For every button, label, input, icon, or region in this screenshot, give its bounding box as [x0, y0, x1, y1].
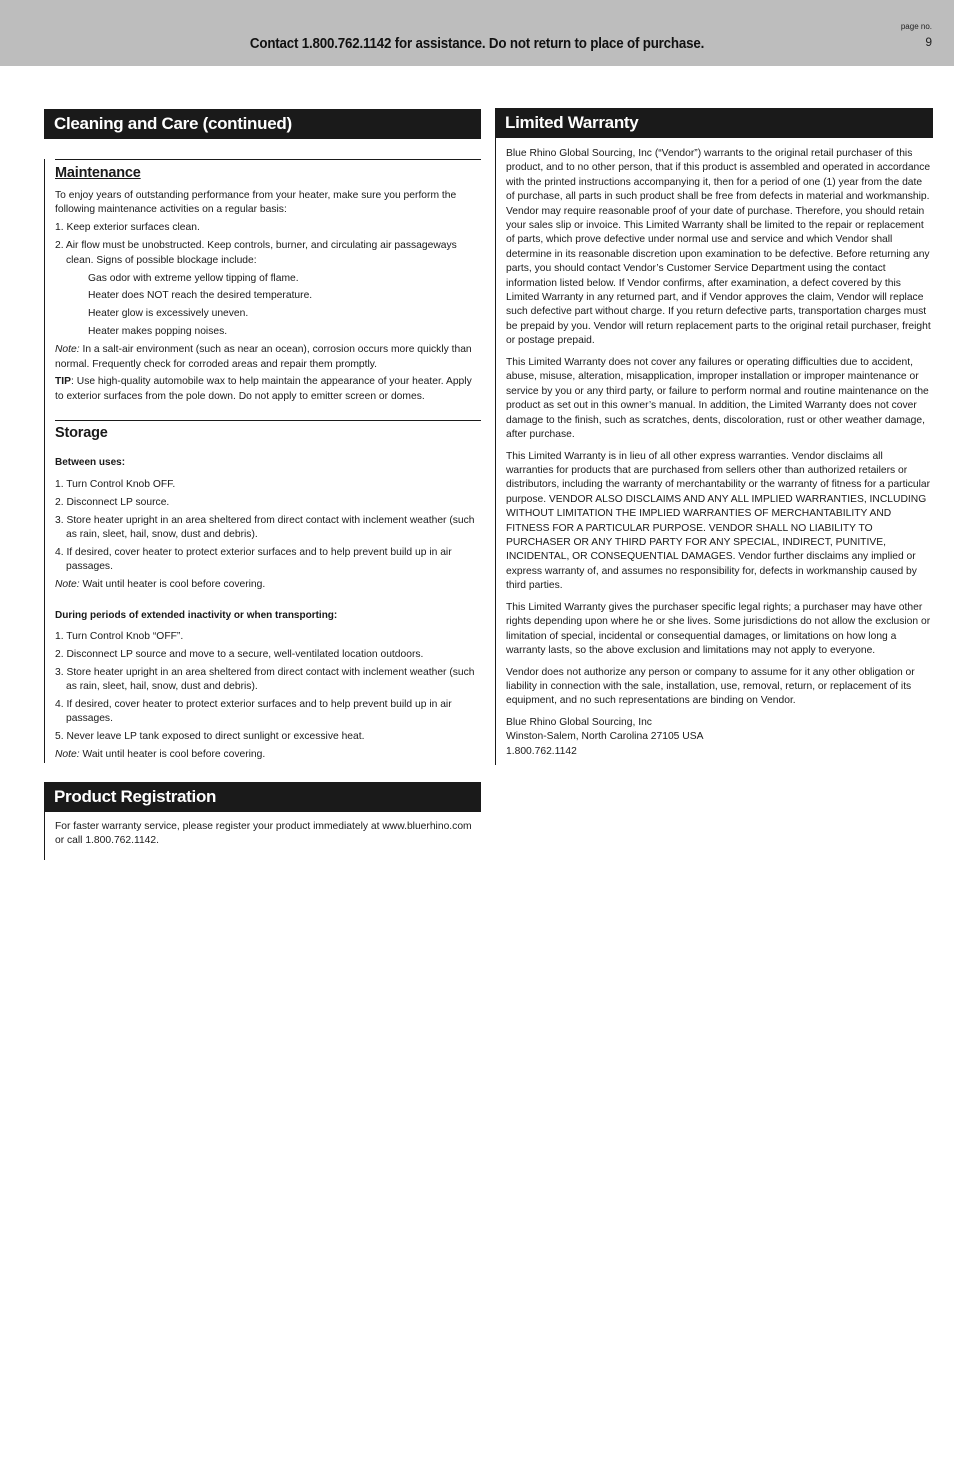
warranty-section-title: Limited Warranty: [495, 108, 933, 138]
list-item: 1. Turn Control Knob “OFF”.: [55, 630, 184, 642]
registration-section-body: [44, 812, 481, 860]
blockage-sign: Heater makes popping noises.: [88, 326, 228, 338]
maintenance-list: [55, 221, 481, 268]
list-item: 2. Disconnect LP source and move to a secure, well-ventilated location outdoors.: [55, 648, 424, 660]
cleaning-section-body: [44, 159, 481, 763]
list-item: 2. Disconnect LP source.: [55, 496, 170, 508]
note-label: Note:: [55, 344, 80, 356]
list-item: 4. If desired, cover heater to protect exterior surfaces and to help prevent build up in air passages.: [55, 699, 452, 725]
warranty-paragraph: This Limited Warranty gives the purchaser specific legal rights; a purchaser may have other rights depending upon where he or she lives. Some jurisdictions do not allow the exclusion or limitation of special, incidental or consequential damages, or limitations on how long a warranty lasts, so the above exclusion and limitations may not apply to everyone.: [506, 601, 931, 656]
list-item: 1. Turn Control Knob OFF.: [55, 478, 176, 490]
registration-text: For faster warranty service, please register your product immediately at www.bluerhino.com or call 1.800.762.1142.: [55, 820, 472, 847]
between-uses-label: Between uses:: [55, 457, 126, 469]
warranty-paragraph: Vendor does not authorize any person or company to assume for it any other obligation or liability in connection with the sale, installation, use, removal, return, or replacement of its equipment, and no such representations are binding on Vendor.: [506, 666, 915, 707]
list-item: 5. Never leave LP tank exposed to direct sunlight or excessive heat.: [55, 731, 365, 743]
salt-air-note: [55, 343, 481, 372]
maintenance-title: Maintenance: [55, 165, 141, 181]
note-label: Note:: [55, 749, 80, 761]
warranty-paragraph: This Limited Warranty is in lieu of all other express warranties. Vendor disclaims all warranties for products that are purchased from sellers other than authorized retailers or distributors, including the warranty of merchantability or the warranty of fitness for a particular purpose. VENDOR ALSO DISCLAIMS AND ANY ALL IMPLIED WARRANTIES, INCLUDING WITHOUT LIMITATION THE IMPLIED WARRANTIES OF MERCHANTABILITY AND FITNESS FOR A PARTICULAR PURPOSE. VENDOR SHALL NO LIABILITY TO PURCHASER OR ANY THIRD PARTY FOR ANY SPECIAL, INDIRECT, PUNITIVE, INCIDENTAL, OR CONSEQUENTIAL DAMAGES. Vendor further disclaims any implied or express warranty of, and assumes no responsibility for, defects in workmanship caused by third parties.: [506, 450, 931, 592]
page-number-label: page no.: [900, 22, 932, 31]
blockage-sign: Gas odor with extreme yellow tipping of flame.: [88, 272, 299, 284]
storage-title: Storage: [55, 425, 108, 442]
cover-note: [55, 748, 481, 762]
registration-section-title: Product Registration: [44, 782, 481, 812]
maintenance-intro: To enjoy years of outstanding performance from your heater, make sure you perform the following maintenance activities on a regular basis:: [55, 190, 457, 216]
list-item: 1. Keep exterior surfaces clean.: [55, 222, 200, 234]
blockage-sign: Heater does NOT reach the desired temperature.: [88, 290, 313, 302]
warranty-section-body: [495, 138, 933, 765]
vendor-address: [506, 716, 933, 759]
list-item: 3. Store heater upright in an area sheltered from direct contact with inclement weather (such as rain, sleet, hail, snow, dust and debris).: [55, 514, 475, 540]
list-item: 3. Store heater upright in an area sheltered from direct contact with inclement weather (such as rain, sleet, hail, snow, dust and debris).: [55, 666, 475, 693]
cleaning-section-title: Cleaning and Care (continued): [44, 109, 481, 139]
address-line: Winston-Salem, North Carolina 27105 USA: [506, 731, 704, 743]
note-text: Wait until heater is cool before covering.: [79, 749, 266, 761]
maintenance-subsection: [55, 159, 481, 404]
blockage-sign: Heater glow is excessively uneven.: [88, 308, 249, 320]
warranty-paragraph: This Limited Warranty does not cover any failures or operating difficulties due to accident, abuse, misuse, alteration, misapplication, improper installation or improper maintenance or service by you or any third party, or failure to perform normal and routine maintenance on the product as set out in this owner’s manual. In addition, the Limited Warranty does not cover damage to the finish, such as scratches, dents, discoloration, rust or other weather damage, after purchase.: [506, 356, 929, 440]
wax-tip: [55, 375, 481, 404]
contact-banner: Contact 1.800.762.1142 for assistance. Do not return to place of purchase.: [249, 36, 705, 52]
extended-inactivity-label: During periods of extended inactivity or when transporting:: [55, 609, 338, 621]
address-line: Blue Rhino Global Sourcing, Inc: [506, 716, 652, 728]
warranty-paragraph: Blue Rhino Global Sourcing, Inc (“Vendor”) warrants to the original retail purchaser of this product, and to no other person, that if this product is assembled and operated in accordance with the printed instructions accompanying it, then for a period of one (1) year from the date of purchase, all parts in such product shall be free from defects in material and workmanship. Vendor may require reasonable proof of your date of purchase. Therefore, you should retain your sales slip or invoice. This Limited Warranty shall be limited to the repair or replacement of parts, which prove defective under normal use and service and which Vendor shall determine in its reasonable discretion upon examination to be defective. Before returning any parts, you should contact Vendor’s Customer Service Department using the contact information listed below. If Vendor confirms, after examination, a defect covered by this Limited Warranty in any returned part, and if Vendor approves the claim, Vendor will replace such defective part without charge. If you return defective parts, transportation charges must be prepaid by you. Vendor will return replacement parts to the original retail purchaser, freight or postage prepaid.: [506, 148, 931, 347]
registration-section: [44, 782, 481, 860]
storage-subsection: [55, 420, 481, 762]
note-text: In a salt-air environment (such as near an ocean), corrosion occurs more quickly than normal. Frequently check for corroded areas and repair them promptly.: [55, 344, 472, 370]
address-line: 1.800.762.1142: [506, 745, 577, 757]
page-header-bar: [0, 0, 954, 66]
list-item: 4. If desired, cover heater to protect exterior surfaces and to help prevent build up in air passages.: [55, 546, 452, 573]
tip-text: : Use high-quality automobile wax to help maintain the appearance of your heater. Apply to exterior surfaces from the pole down. Do not apply to emitter screen or domes.: [55, 376, 472, 402]
between-uses-list: [55, 478, 481, 575]
tip-label: TIP: [55, 376, 72, 388]
page-number: 9: [925, 35, 932, 49]
right-column: [495, 108, 933, 765]
list-item: 2. Air flow must be unobstructed. Keep controls, burner, and circulating air passageways clean. Signs of possible blockage include:: [55, 240, 457, 266]
left-column: [44, 109, 481, 860]
note-label: Note:: [55, 579, 80, 591]
extended-inactivity-list: [55, 630, 481, 745]
note-text: Wait until heater is cool before covering.: [79, 579, 266, 591]
cover-note: [55, 578, 481, 592]
